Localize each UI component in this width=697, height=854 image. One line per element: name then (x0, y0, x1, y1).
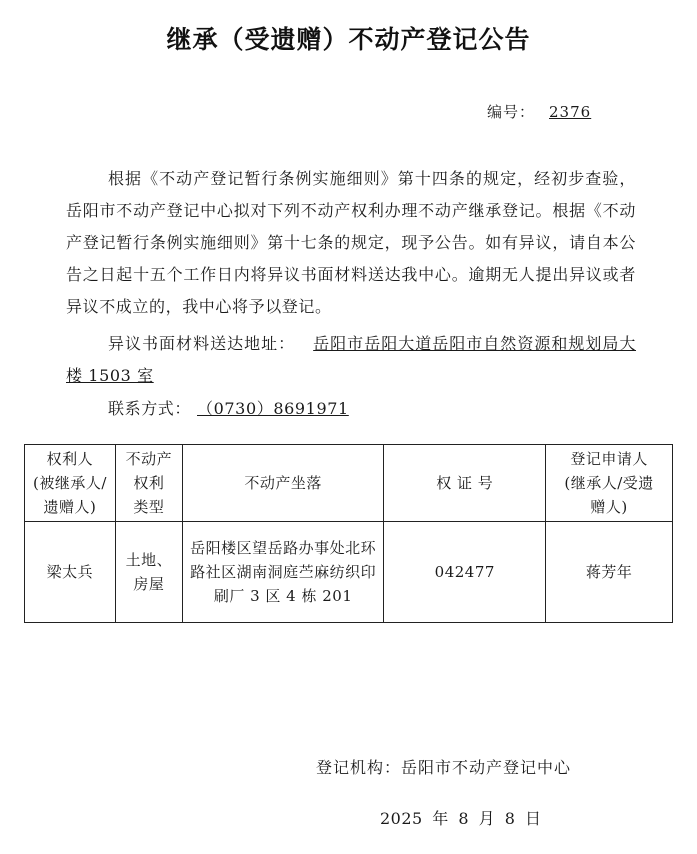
property-table (24, 444, 673, 623)
contact-label: 联系方式： (108, 399, 192, 418)
page-title: 继承（受遗赠）不动产登记公告 (166, 25, 531, 54)
serial-number (487, 101, 591, 122)
header-location: 不动产坐落 (182, 445, 384, 522)
objection-address-label: 异议书面材料送达地址： (108, 334, 296, 353)
table-row (25, 522, 673, 623)
objection-address-value: 岳阳市岳阳大道岳阳市自然资源和规划局大楼 1503 室 (66, 334, 636, 385)
agency-value: 岳阳市不动产登记中心 (401, 758, 572, 777)
header-right-type: 不动产 权利 类型 (115, 445, 182, 522)
agency-label: 登记机构： (316, 758, 402, 777)
cell-right-type: 土地、 房屋 (115, 522, 182, 623)
notice-date: 2025 年 8 月 8 日 (380, 809, 542, 828)
registration-agency (316, 755, 571, 778)
serial-value: 2376 (549, 103, 592, 121)
objection-address (66, 328, 636, 392)
header-certificate: 权 证 号 (384, 445, 546, 522)
cell-owner: 梁太兵 (25, 522, 116, 623)
contact-info (108, 396, 369, 419)
notice-paragraph: 根据《不动产登记暂行条例实施细则》第十四条的规定，经初步查验，岳阳市不动产登记中心拟对下列不动产权利办理不动产继承登记。根据《不动产登记暂行条例实施细则》第十七条的规定，现予公告。如有异议，请自本公告之日起十五个工作日内将异议书面材料送达我中心。逾期无人提出异议或者异议不成立的，我中心将予以登记。 (66, 169, 636, 316)
header-applicant: 登记申请人 (继承人/受遗 赠人) (546, 445, 673, 522)
cell-certificate: 042477 (384, 522, 546, 623)
serial-label: 编号： (487, 103, 536, 121)
table-header-row (25, 445, 673, 522)
header-owner: 权利人 (被继承人/ 遗赠人) (25, 445, 116, 522)
contact-phone: （0730）8691971 (197, 399, 349, 418)
cell-applicant: 蒋芳年 (546, 522, 673, 623)
cell-location: 岳阳楼区望岳路办事处北环路社区湖南洞庭苎麻纺织印刷厂 3 区 4 栋 201 (182, 522, 384, 623)
